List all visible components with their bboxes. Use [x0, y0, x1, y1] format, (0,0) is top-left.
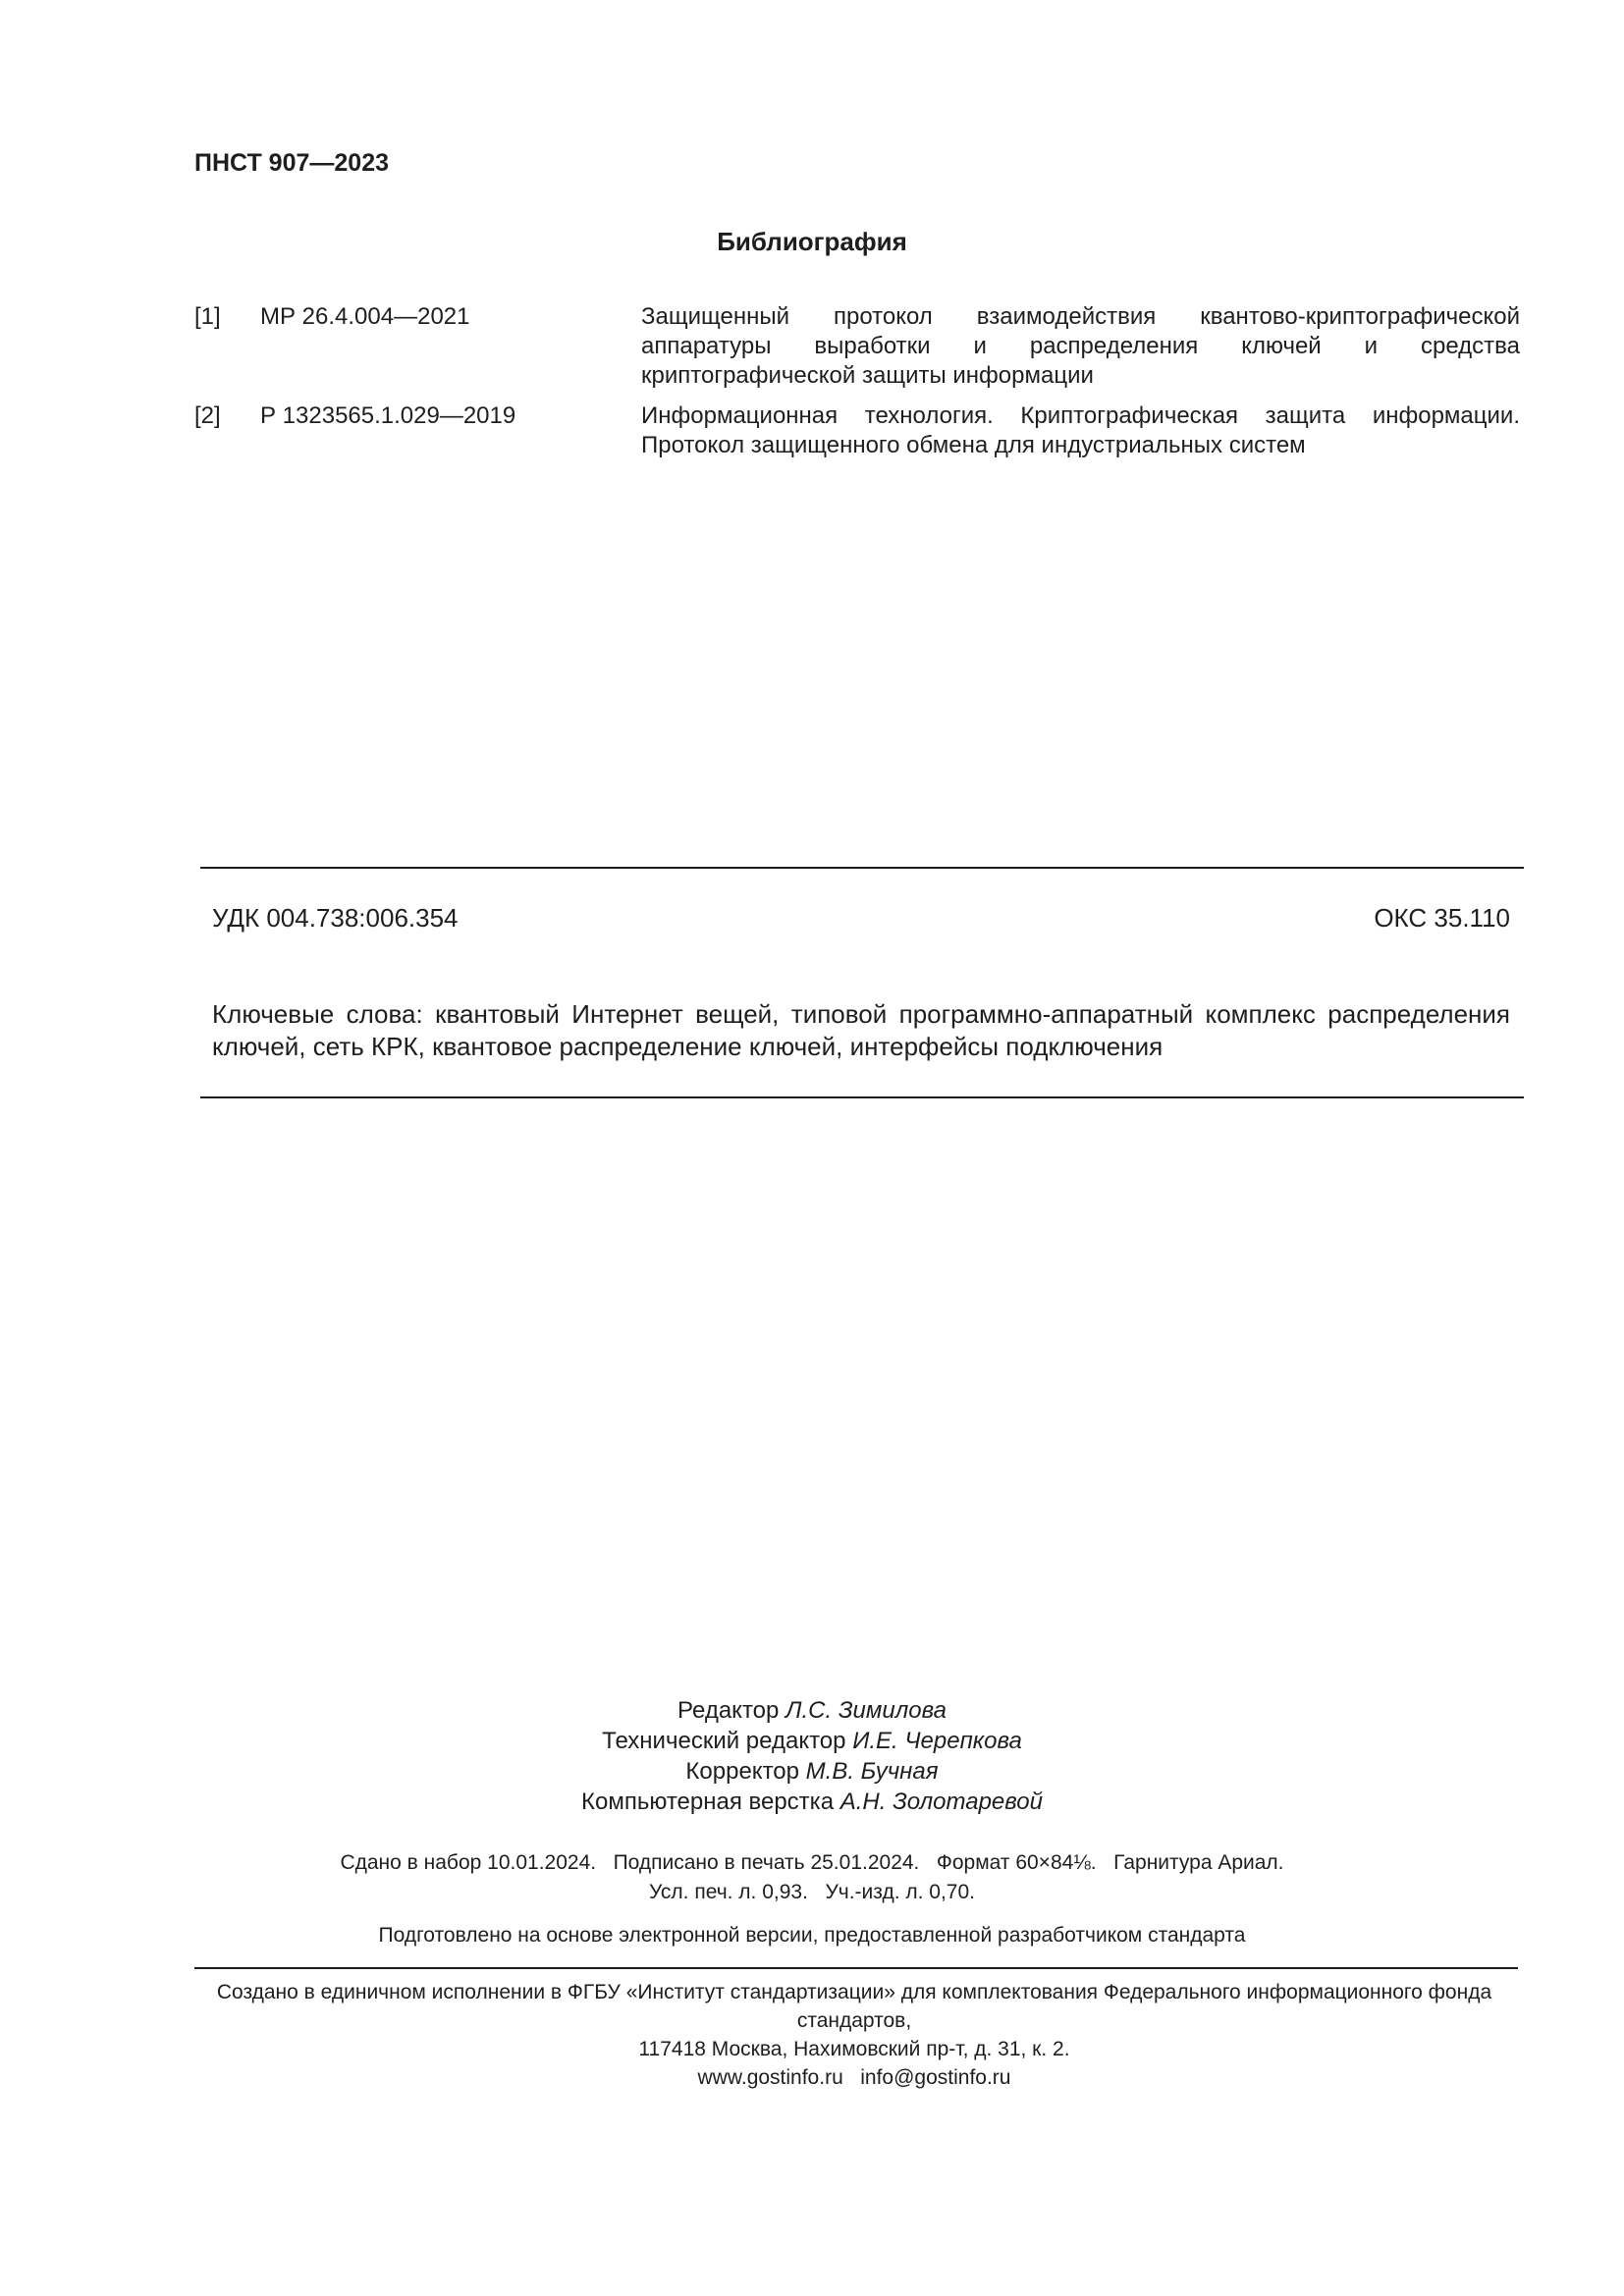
credit-role: Компьютерная верстка	[581, 1789, 835, 1815]
bibliography-entry	[194, 401, 1520, 460]
credits-block	[0, 1695, 1624, 1817]
footer-line: Создано в единичном исполнении в ФГБУ «Институт стандартизации» для комплектования Федерального информационного фонда стандартов,	[216, 1981, 1492, 2032]
oks-code: ОКС 35.110	[1374, 903, 1510, 933]
footer-address: 117418 Москва, Нахимовский пр-т, д. 31, к. 2.	[638, 2038, 1070, 2060]
credit-name: А.Н. Золотаревой	[839, 1789, 1043, 1815]
divider-footer	[194, 1967, 1518, 1969]
divider-top	[200, 867, 1524, 869]
credit-line	[0, 1726, 1624, 1756]
entry-number: [1]	[194, 303, 221, 330]
keywords-text: квантовый Интернет вещей, типовой программно-аппаратный комплекс распределения ключей, сеть КРК, квантовое распределение ключей, интерфейсы подключения	[212, 999, 1511, 1061]
keywords-label: Ключевые слова:	[212, 999, 423, 1029]
print-info-line: Усл. печ. л. 0,93. Уч.-изд. л. 0,70.	[648, 1881, 975, 1903]
print-info	[0, 1848, 1624, 1907]
credit-name: М.В. Бучная	[805, 1758, 939, 1785]
credit-line	[0, 1695, 1624, 1726]
entry-code: МР 26.4.004—2021	[260, 303, 470, 330]
entry-code: Р 1323565.1.029—2019	[260, 402, 516, 429]
keywords-block	[212, 998, 1510, 1063]
document-code: ПНСТ 907—2023	[194, 149, 389, 177]
divider-keywords	[200, 1096, 1524, 1098]
credit-role: Технический редактор	[602, 1728, 846, 1754]
credit-role: Редактор	[677, 1697, 780, 1724]
credit-name: И.Е. Черепкова	[852, 1728, 1022, 1754]
publisher-footer	[196, 1978, 1512, 2092]
credit-role: Корректор	[685, 1758, 799, 1785]
entry-title: Защищенный протокол взаимодействия квантово-криптографической аппаратуры выработки и распределения ключей и средства криптографической защиты информации	[641, 303, 1520, 389]
print-info-line: Сдано в набор 10.01.2024. Подписано в печать 25.01.2024. Формат 60×84⅛. Гарнитура Ариал.	[340, 1851, 1284, 1874]
footer-links: www.gostinfo.ru info@gostinfo.ru	[697, 2066, 1011, 2089]
entry-title: Информационная технология. Криптографическая защита информации. Протокол защищенного обмена для индустриальных систем	[641, 402, 1520, 458]
credit-line	[0, 1787, 1624, 1817]
bibliography-title: Библиография	[717, 227, 907, 256]
udk-code: УДК 004.738:006.354	[212, 903, 459, 933]
credit-line	[0, 1756, 1624, 1787]
prepared-note: Подготовлено на основе электронной версии, предоставленной разработчиком стандарта	[378, 1924, 1246, 1947]
bibliography-entry	[194, 302, 1520, 391]
entry-number: [2]	[194, 402, 221, 429]
credit-name: Л.С. Зимилова	[785, 1697, 947, 1724]
